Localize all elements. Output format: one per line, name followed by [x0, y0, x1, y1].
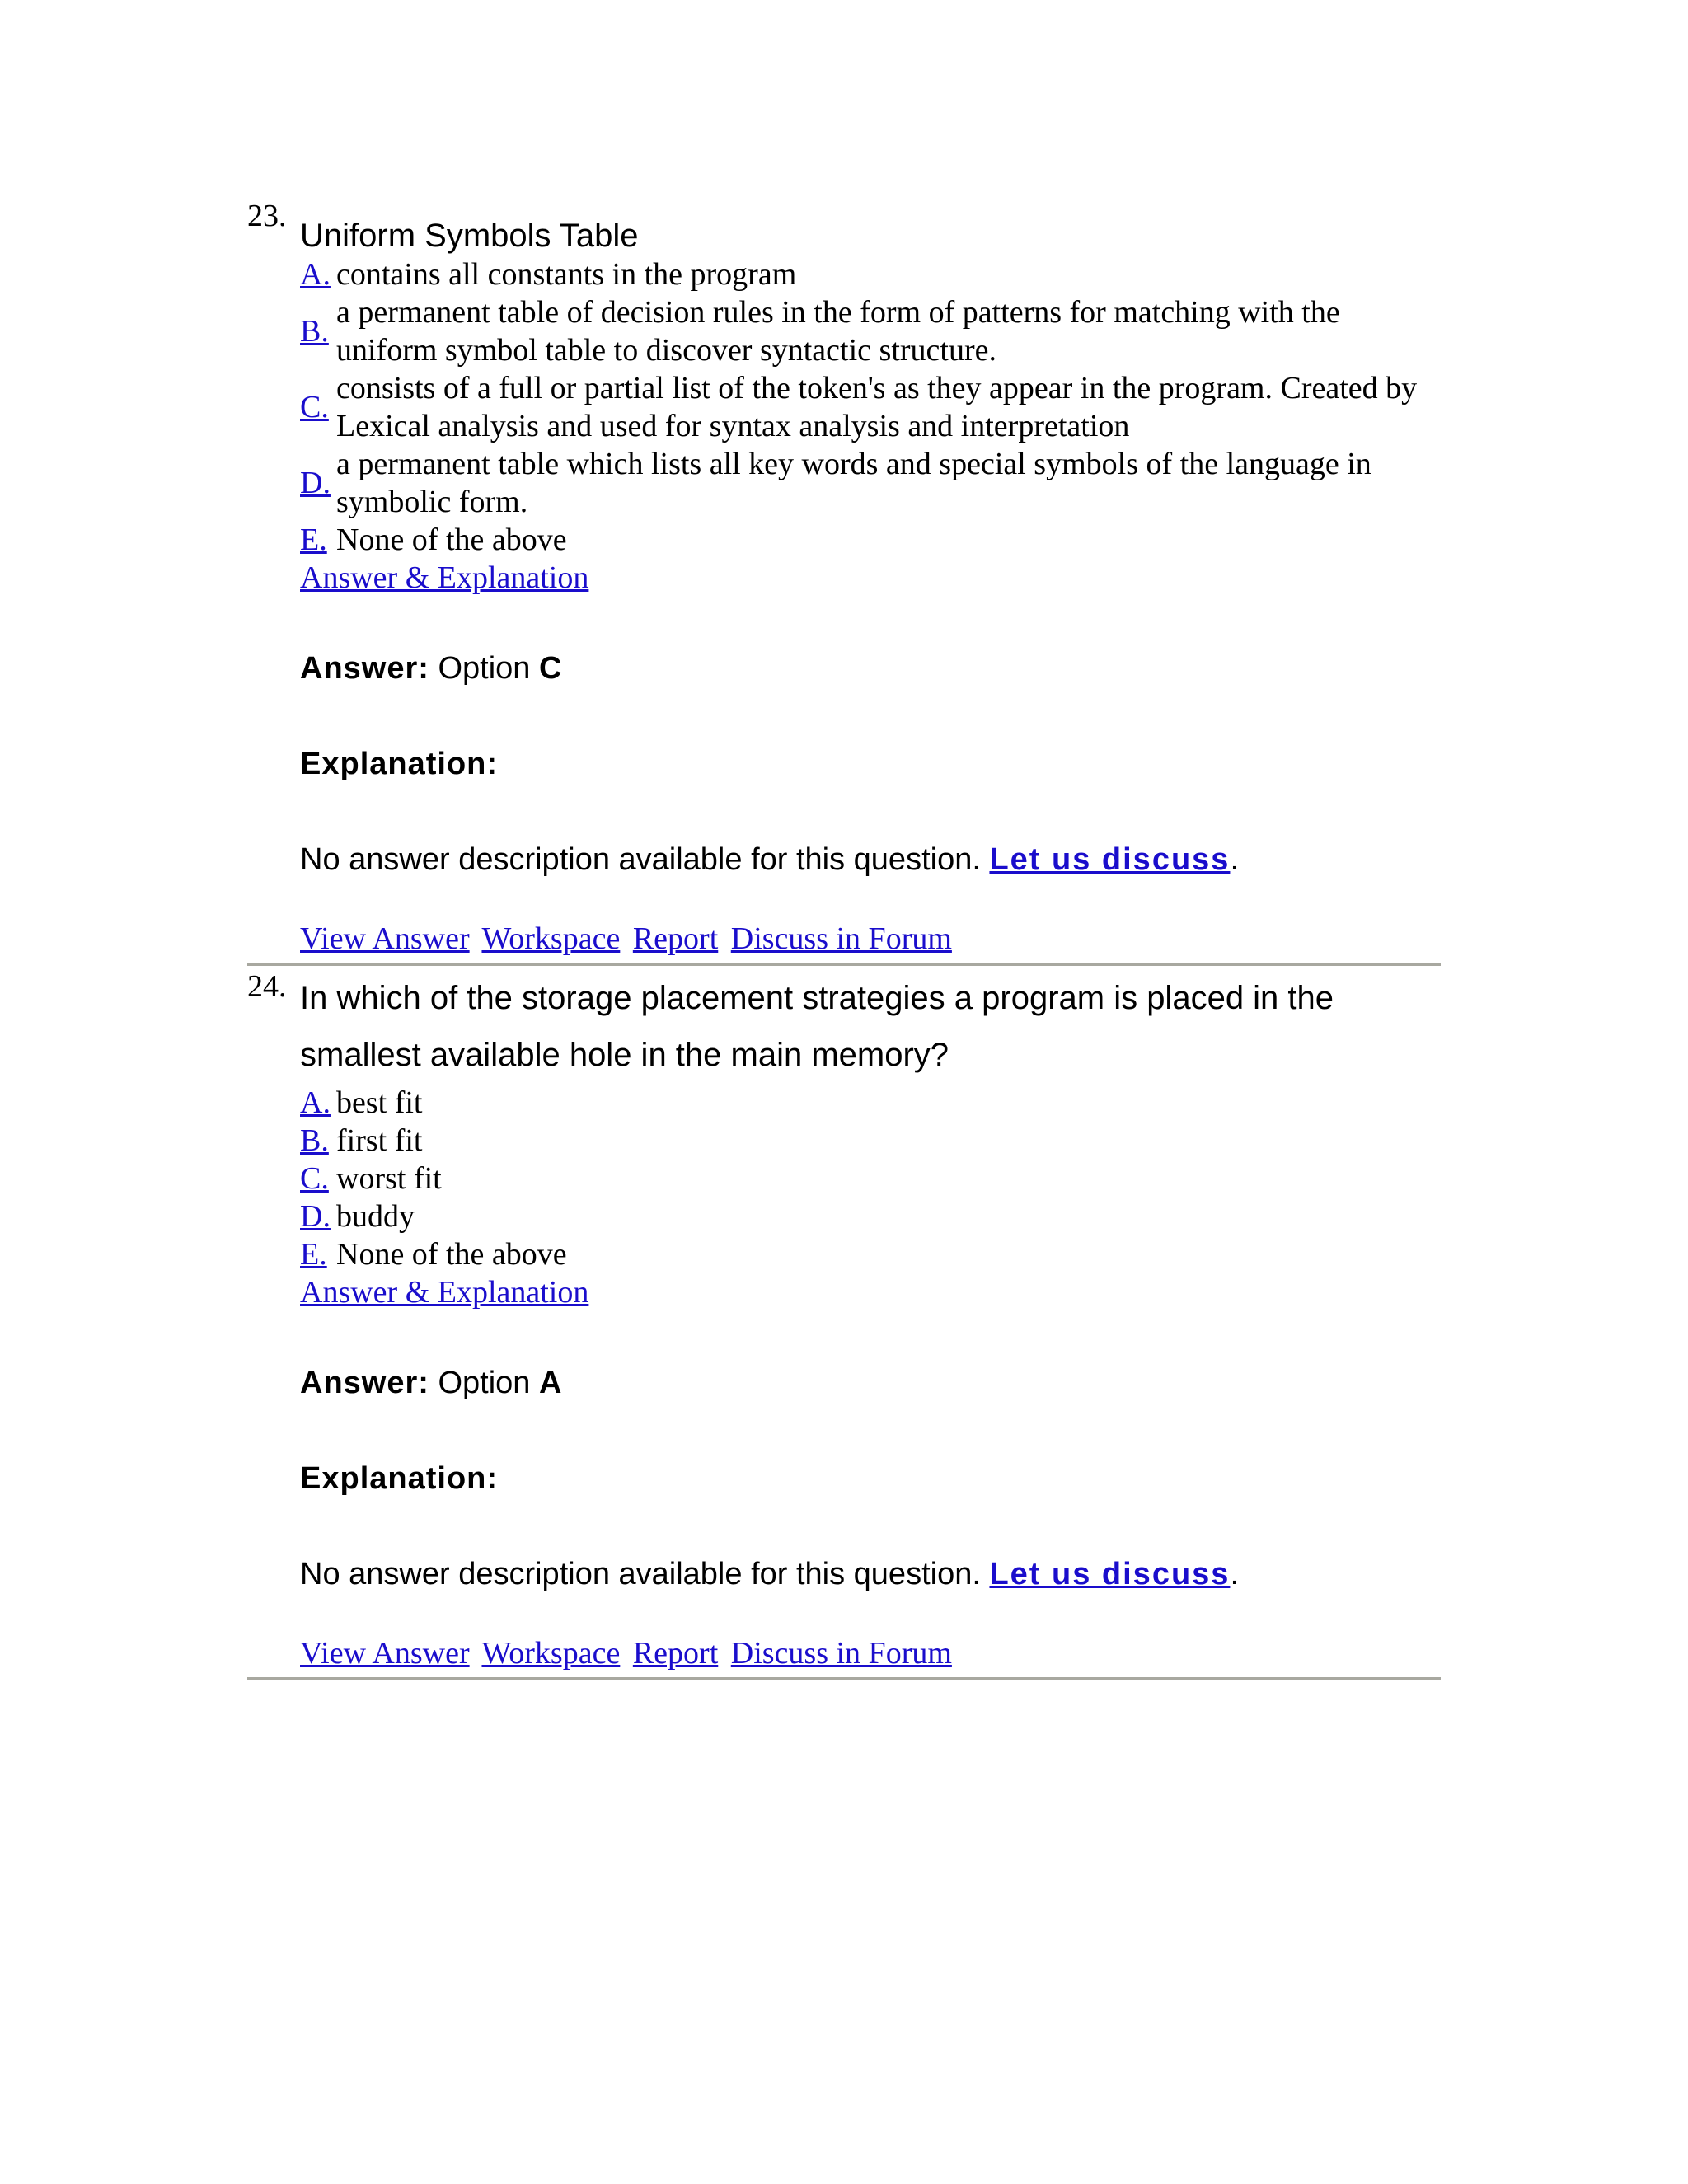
answer-prefix: Option	[438, 1366, 531, 1400]
divider	[247, 963, 1441, 966]
question-footer	[300, 1634, 1441, 1672]
description-end: .	[1230, 842, 1239, 877]
answer-label: Answer:	[300, 1366, 429, 1400]
option-b-text: a permanent table of decision rules in the form of patterns for matching with the uniform symbol table to discover syntactic structure.	[336, 295, 1340, 368]
option-c-text: consists of a full or partial list of the token's as they appear in the program. Created by Lexical analysis and used for syntax analysis and interpretation	[336, 371, 1418, 443]
option-b	[300, 1122, 1441, 1160]
option-d-text: a permanent table which lists all key words and special symbols of the language in symbolic form.	[336, 447, 1372, 519]
option-a-link[interactable]: A.	[300, 257, 331, 292]
answer-block	[300, 649, 1441, 879]
discuss-in-forum-link[interactable]: Discuss in Forum	[730, 1636, 952, 1671]
answer-prefix: Option	[438, 651, 531, 686]
explanation-text	[300, 841, 1441, 879]
view-answer-link[interactable]: View Answer	[300, 921, 470, 956]
option-d	[300, 445, 1441, 521]
option-c-link[interactable]: C.	[300, 1161, 329, 1196]
option-b-link[interactable]: B.	[300, 314, 329, 349]
description-text: No answer description available for this question.	[300, 1557, 981, 1591]
answer-line	[300, 649, 1441, 687]
description-end: .	[1230, 1557, 1239, 1591]
option-e-text: None of the above	[336, 523, 567, 557]
option-b	[300, 293, 1441, 369]
explanation-label: Explanation:	[300, 747, 499, 781]
report-link[interactable]: Report	[632, 921, 719, 956]
option-e-link[interactable]: E.	[300, 523, 327, 557]
question-number: 24.	[247, 969, 287, 1004]
option-c	[300, 1160, 1441, 1197]
question-23	[247, 198, 1441, 958]
option-c-link[interactable]: C.	[300, 390, 329, 424]
answer-block	[300, 1364, 1441, 1593]
option-c-text: worst fit	[336, 1161, 442, 1196]
option-d-link[interactable]: D.	[300, 466, 331, 500]
view-answer-link[interactable]: View Answer	[300, 1636, 470, 1671]
workspace-link[interactable]: Workspace	[481, 921, 621, 956]
answer-explanation-link[interactable]: Answer & Explanation	[300, 1275, 589, 1310]
option-a	[300, 1084, 1441, 1122]
option-a-text: best fit	[336, 1085, 423, 1120]
workspace-link[interactable]: Workspace	[481, 1636, 621, 1671]
option-d	[300, 1197, 1441, 1235]
question-body	[300, 198, 1441, 958]
option-e	[300, 521, 1441, 559]
explanation-text	[300, 1555, 1441, 1593]
answer-value: A	[539, 1366, 562, 1400]
discuss-in-forum-link[interactable]: Discuss in Forum	[730, 921, 952, 956]
option-d-link[interactable]: D.	[300, 1199, 331, 1234]
answer-label: Answer:	[300, 651, 429, 686]
option-e-text: None of the above	[336, 1237, 567, 1272]
option-a-link[interactable]: A.	[300, 1085, 331, 1120]
report-link[interactable]: Report	[632, 1636, 719, 1671]
option-e	[300, 1235, 1441, 1273]
option-a	[300, 255, 1441, 293]
question-24	[247, 968, 1441, 1672]
answer-value: C	[539, 651, 562, 686]
let-us-discuss-link[interactable]: Let us discuss	[989, 842, 1231, 877]
option-b-link[interactable]: B.	[300, 1123, 329, 1158]
question-footer	[300, 920, 1441, 958]
question-text: Uniform Symbols Table	[300, 218, 639, 254]
question-body	[300, 970, 1441, 1672]
answer-line	[300, 1364, 1441, 1402]
option-b-text: first fit	[336, 1123, 423, 1158]
option-c	[300, 369, 1441, 445]
let-us-discuss-link[interactable]: Let us discuss	[989, 1557, 1231, 1591]
question-number: 23.	[247, 199, 287, 233]
option-a-text: contains all constants in the program	[336, 257, 797, 292]
option-d-text: buddy	[336, 1199, 415, 1234]
question-text: In which of the storage placement strategies a program is placed in the smallest available hole in the main memory?	[300, 980, 1334, 1073]
option-e-link[interactable]: E.	[300, 1237, 327, 1272]
explanation-label: Explanation:	[300, 1461, 499, 1496]
divider	[247, 1677, 1441, 1680]
description-text: No answer description available for this question.	[300, 842, 981, 877]
answer-explanation-link[interactable]: Answer & Explanation	[300, 560, 589, 595]
